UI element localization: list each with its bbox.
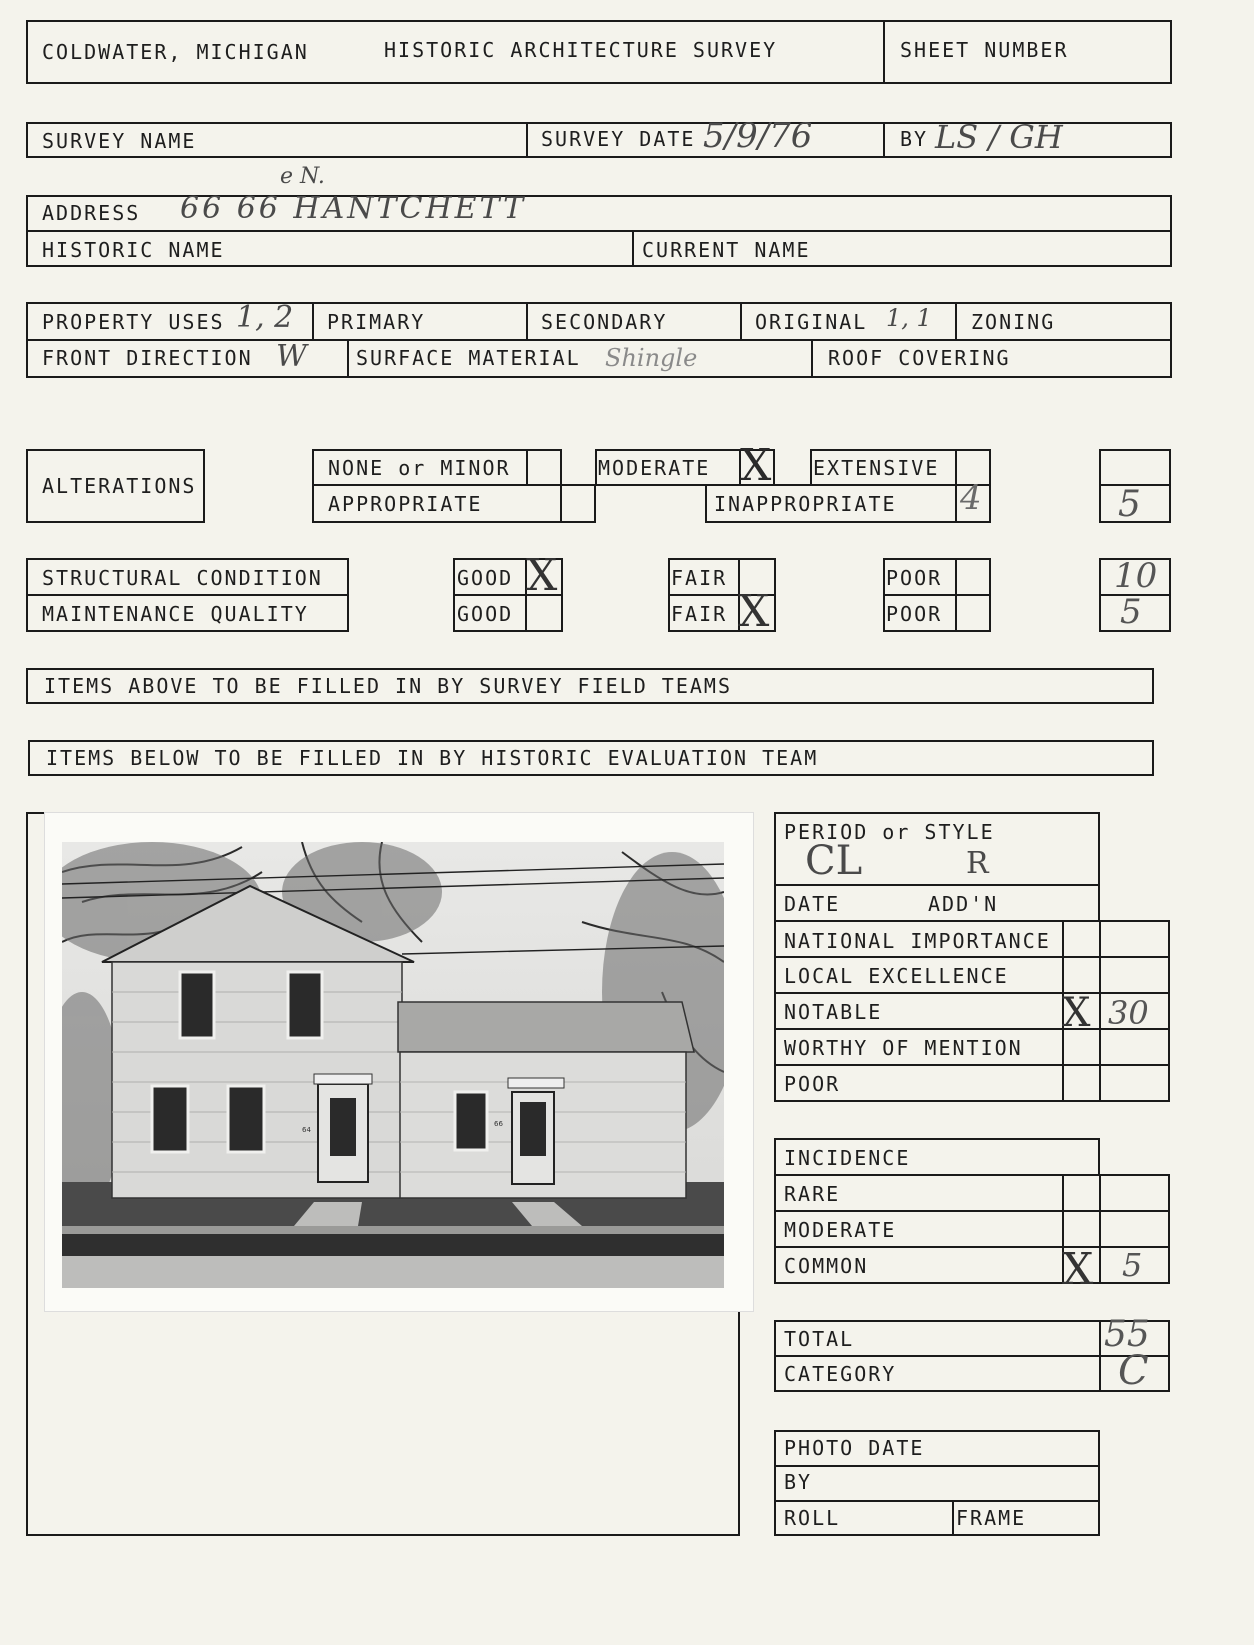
property-divider-d xyxy=(955,302,957,339)
structural-fair-label: FAIR xyxy=(671,566,728,590)
note-above: ITEMS ABOVE TO BE FILLED IN BY SURVEY FIELD TEAMS xyxy=(44,674,733,698)
incidence-label: INCIDENCE xyxy=(784,1146,911,1170)
none-minor-check[interactable] xyxy=(526,449,562,486)
period-style-value-1: CL xyxy=(805,838,863,884)
none-minor-label: NONE or MINOR xyxy=(328,456,511,480)
total-label: TOTAL xyxy=(784,1327,855,1351)
property-divider-a xyxy=(312,302,314,339)
roll-label: ROLL xyxy=(784,1506,841,1530)
survey-name-label: SURVEY NAME xyxy=(42,129,197,153)
maintenance-fair-label: FAIR xyxy=(671,602,728,626)
photo-info-row-2 xyxy=(774,1500,1100,1502)
photo-date-label: PHOTO DATE xyxy=(784,1436,925,1460)
original-value: 1, 1 xyxy=(886,304,932,332)
extensive-label: EXTENSIVE xyxy=(813,456,940,480)
sheet-number-label: SHEET NUMBER xyxy=(900,38,1069,62)
property-divider-f xyxy=(811,339,813,378)
front-direction-label: FRONT DIRECTION xyxy=(42,346,253,370)
national-importance-label: NATIONAL IMPORTANCE xyxy=(784,929,1051,953)
rare-label: RARE xyxy=(784,1182,841,1206)
name-divider xyxy=(632,230,634,267)
notable-mark: X xyxy=(1062,990,1091,1036)
survey-by-label: BY xyxy=(900,127,929,151)
common-label: COMMON xyxy=(784,1254,869,1278)
maintenance-score: 5 xyxy=(1120,592,1142,632)
structural-mark: X xyxy=(526,550,558,601)
survey-date-value: 5/9/76 xyxy=(703,116,813,156)
header-divider xyxy=(883,20,885,84)
structural-poor-check[interactable] xyxy=(955,558,991,596)
survey-by-value: LS / GH xyxy=(935,118,1063,156)
frame-label: FRAME xyxy=(956,1506,1027,1530)
address-label: ADDRESS xyxy=(42,201,141,225)
addn-label: ADD'N xyxy=(928,892,999,916)
zoning-label: ZONING xyxy=(971,310,1056,334)
secondary-label: SECONDARY xyxy=(541,310,668,334)
appropriate-check[interactable] xyxy=(560,484,596,523)
current-name-label: CURRENT NAME xyxy=(642,238,811,262)
roof-covering-label: ROOF COVERING xyxy=(828,346,1011,370)
poor-label: POOR xyxy=(784,1072,841,1096)
property-divider xyxy=(26,339,1172,341)
common-score: 5 xyxy=(1122,1246,1143,1284)
worthy-of-mention-label: WORTHY OF MENTION xyxy=(784,1036,1023,1060)
date-label: DATE xyxy=(784,892,841,916)
address-divider xyxy=(26,230,1172,232)
alterations-score: 5 xyxy=(1118,484,1141,525)
house-photo xyxy=(62,842,724,1288)
primary-label: PRIMARY xyxy=(327,310,426,334)
importance-col-divider-2 xyxy=(1099,920,1101,1102)
category-value: C xyxy=(1118,1348,1149,1394)
property-divider-c xyxy=(740,302,742,339)
maintenance-mark: X xyxy=(738,586,770,637)
structural-poor-label: POOR xyxy=(886,566,943,590)
surface-material-value: Shingle xyxy=(605,344,698,372)
address-value: 66 66 HANTCHETT xyxy=(180,191,527,226)
photo-by-label: BY xyxy=(784,1470,813,1494)
address-value-superscript: e N. xyxy=(280,164,325,189)
incidence-row-1 xyxy=(774,1210,1170,1212)
moderate-label: MODERATE xyxy=(598,456,711,480)
structural-score: 10 xyxy=(1114,556,1158,596)
survey-date-label: SURVEY DATE xyxy=(541,127,696,151)
inappropriate-mark: 4 xyxy=(960,478,982,518)
structural-condition-label: STRUCTURAL CONDITION xyxy=(42,566,323,590)
survey-divider-1 xyxy=(526,122,528,158)
incidence-col-divider-2 xyxy=(1099,1174,1101,1284)
period-style-label: PERIOD or STYLE xyxy=(784,820,995,844)
property-uses-label: PROPERTY USES xyxy=(42,310,225,334)
property-uses-value: 1, 2 xyxy=(236,300,294,335)
note-below: ITEMS BELOW TO BE FILLED IN BY HISTORIC EVALUATION TEAM xyxy=(46,746,819,770)
maintenance-good-label: GOOD xyxy=(457,602,514,626)
house-number-left: 64 xyxy=(302,1126,311,1134)
structural-good-label: GOOD xyxy=(457,566,514,590)
property-divider-b xyxy=(526,302,528,339)
total-row-divider xyxy=(774,1355,1170,1357)
original-label: ORIGINAL xyxy=(755,310,868,334)
local-excellence-label: LOCAL EXCELLENCE xyxy=(784,964,1009,988)
survey-title: HISTORIC ARCHITECTURE SURVEY xyxy=(384,38,778,62)
surface-material-label: SURFACE MATERIAL xyxy=(356,346,581,370)
importance-row-1 xyxy=(774,956,1170,958)
notable-label: NOTABLE xyxy=(784,1000,883,1024)
moderate-incidence-label: MODERATE xyxy=(784,1218,897,1242)
moderate-mark: X xyxy=(740,440,772,491)
alterations-label: ALTERATIONS xyxy=(42,474,197,498)
house-number-right: 66 xyxy=(494,1120,503,1128)
roll-frame-divider xyxy=(952,1500,954,1536)
inappropriate-label: INAPPROPRIATE xyxy=(714,492,897,516)
photo-info-row-1 xyxy=(774,1465,1100,1467)
front-direction-value: W xyxy=(276,339,307,374)
common-mark: X xyxy=(1062,1244,1094,1295)
condition-label-divider xyxy=(26,594,349,596)
period-divider xyxy=(774,884,1100,886)
notable-score: 30 xyxy=(1108,994,1149,1032)
property-divider-e xyxy=(347,339,349,378)
appropriate-label: APPROPRIATE xyxy=(328,492,483,516)
total-value: 55 xyxy=(1104,1314,1150,1355)
category-label: CATEGORY xyxy=(784,1362,897,1386)
maintenance-quality-label: MAINTENANCE QUALITY xyxy=(42,602,309,626)
maintenance-poor-label: POOR xyxy=(886,602,943,626)
city-title: COLDWATER, MICHIGAN xyxy=(42,40,309,64)
historic-name-label: HISTORIC NAME xyxy=(42,238,225,262)
maintenance-poor-check[interactable] xyxy=(955,594,991,632)
importance-row-4 xyxy=(774,1064,1170,1066)
period-style-value-2: R xyxy=(966,846,989,881)
survey-divider-2 xyxy=(883,122,885,158)
incidence-row-2 xyxy=(774,1246,1170,1248)
